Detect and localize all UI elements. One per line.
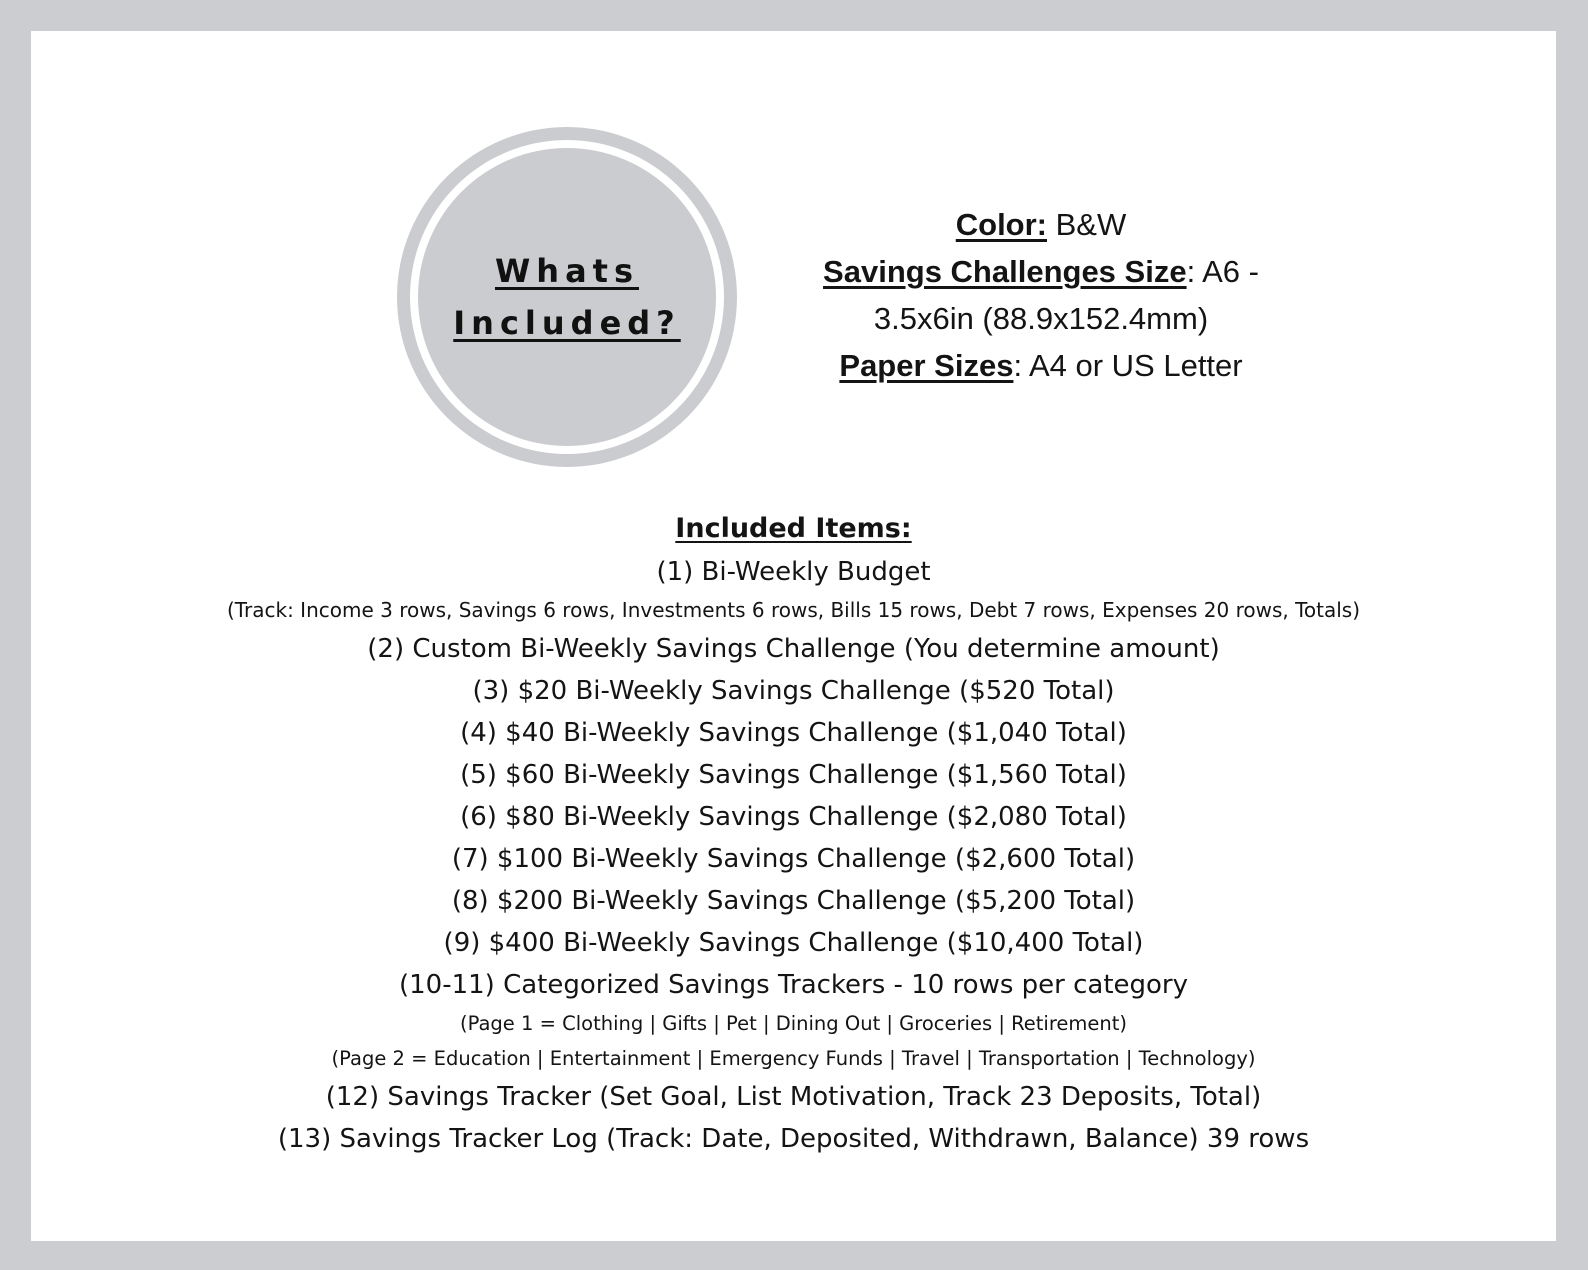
list-item: (1) Bi-Weekly Budget: [656, 557, 931, 587]
spec-size-label: Savings Challenges Size: [823, 254, 1187, 289]
list-item: (2) Custom Bi-Weekly Savings Challenge (You determine amount): [367, 634, 1220, 664]
list-item: (7) $100 Bi-Weekly Savings Challenge ($2,600 Total): [451, 844, 1136, 874]
list-item: (10-11) Categorized Savings Trackers - 10 rows per category: [398, 970, 1188, 1000]
list-item: (4) $40 Bi-Weekly Savings Challenge ($1,040 Total): [460, 718, 1127, 748]
badge-ring: [410, 140, 724, 454]
list-item: (5) $60 Bi-Weekly Savings Challenge ($1,560 Total): [460, 760, 1127, 790]
list-item-note: (Track: Income 3 rows, Savings 6 rows, Investments 6 rows, Bills 15 rows, Debt 7 rows, Expenses 20 rows, Totals): [226, 598, 1361, 622]
list-item-note: (Page 1 = Clothing | Gifts | Pet | Dining Out | Groceries | Retirement): [459, 1012, 1128, 1035]
spec-size: [771, 248, 1311, 295]
included-items-title: Included Items:: [675, 513, 912, 544]
badge-inner: [418, 148, 716, 446]
spec-paper-value: : A4 or US Letter: [1013, 348, 1243, 383]
spec-paper-label: Paper Sizes: [839, 348, 1014, 383]
spec-paper: [771, 342, 1311, 389]
product-specs: [771, 201, 1311, 389]
info-card: [31, 31, 1556, 1241]
list-item: (9) $400 Bi-Weekly Savings Challenge ($10,400 Total): [443, 928, 1144, 958]
whats-included-badge: [397, 127, 737, 467]
spec-color: [771, 201, 1311, 248]
list-item: (6) $80 Bi-Weekly Savings Challenge ($2,080 Total): [460, 802, 1127, 832]
badge-title-line-1: Whats: [494, 252, 639, 290]
list-item: (8) $200 Bi-Weekly Savings Challenge ($5,200 Total): [451, 886, 1136, 916]
list-item: (13) Savings Tracker Log (Track: Date, Deposited, Withdrawn, Balance) 39 rows: [277, 1124, 1310, 1154]
badge-title-line-2: Included?: [453, 304, 681, 342]
spec-size-dimensions: 3.5x6in (88.9x152.4mm): [873, 301, 1209, 336]
spec-color-value: B&W: [1047, 207, 1127, 242]
list-item: (12) Savings Tracker (Set Goal, List Motivation, Track 23 Deposits, Total): [325, 1082, 1262, 1112]
spec-color-label: Color:: [955, 207, 1048, 242]
list-item-note: (Page 2 = Education | Entertainment | Emergency Funds | Travel | Transportation | Technology): [331, 1047, 1256, 1070]
included-items-list: [31, 509, 1556, 1160]
list-item: (3) $20 Bi-Weekly Savings Challenge ($520 Total): [472, 676, 1115, 706]
spec-size-value: : A6 -: [1186, 254, 1259, 289]
